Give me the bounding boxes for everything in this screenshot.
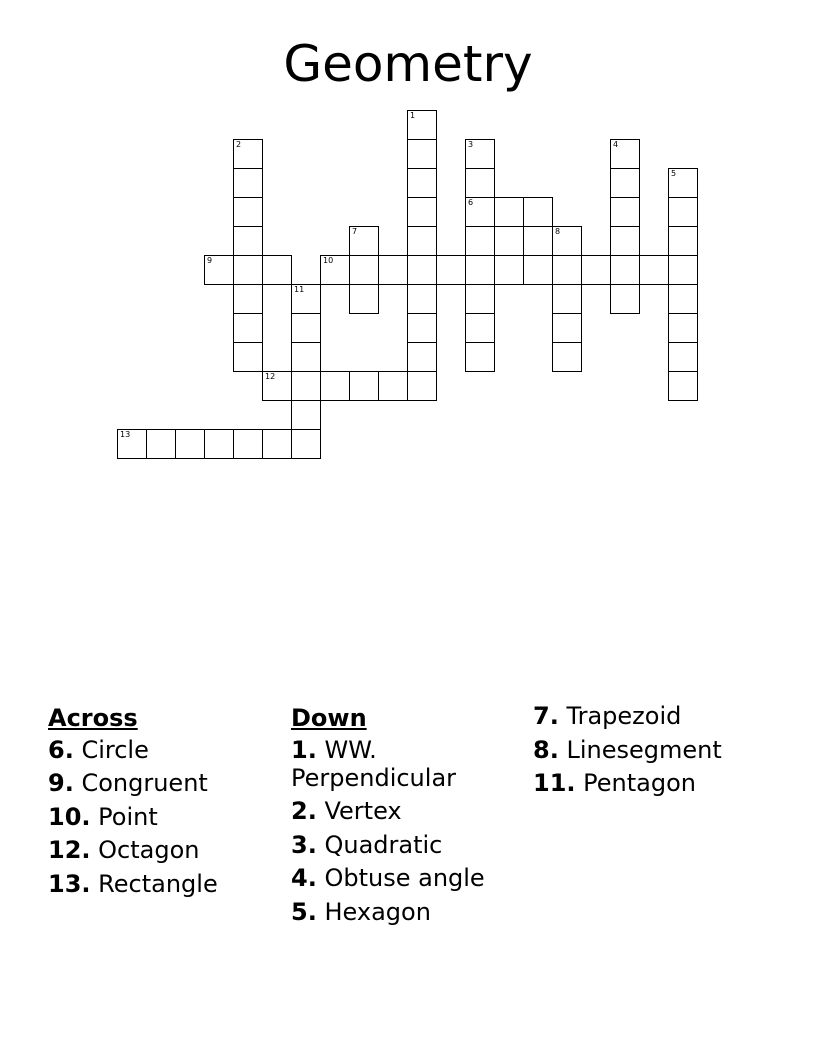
grid-cell[interactable] bbox=[407, 168, 437, 198]
clue-down-5: 5. Hexagon bbox=[291, 897, 431, 926]
grid-cell[interactable] bbox=[349, 371, 379, 401]
grid-cell[interactable] bbox=[610, 226, 640, 256]
clue-across-10: 10. Point bbox=[48, 802, 158, 831]
grid-cell[interactable] bbox=[552, 313, 582, 343]
grid-cell[interactable] bbox=[494, 197, 524, 227]
clue-down-11: 11. Pentagon bbox=[533, 769, 696, 797]
clue-down-1: 1. WW. Perpendicular bbox=[291, 735, 457, 792]
grid-cell[interactable] bbox=[494, 255, 524, 285]
cell-number: 10 bbox=[323, 256, 334, 265]
across-clues bbox=[48, 702, 288, 903]
grid-cell[interactable] bbox=[291, 371, 321, 401]
grid-cell[interactable] bbox=[581, 255, 611, 285]
clue-down-8: 8. Linesegment bbox=[533, 735, 722, 764]
cell-number: 8 bbox=[555, 227, 561, 236]
grid-cell[interactable] bbox=[494, 226, 524, 256]
cell-number: 9 bbox=[207, 256, 213, 265]
grid-cell[interactable] bbox=[349, 226, 379, 256]
grid-cell[interactable] bbox=[523, 226, 553, 256]
grid-cell[interactable] bbox=[668, 255, 698, 285]
grid-cell[interactable] bbox=[465, 197, 495, 227]
grid-cell[interactable] bbox=[291, 400, 321, 430]
grid-cell[interactable] bbox=[610, 284, 640, 314]
grid-cell[interactable] bbox=[552, 255, 582, 285]
clue-across-12: 12. Octagon bbox=[48, 836, 200, 864]
cell-number: 1 bbox=[410, 111, 416, 120]
grid-cell[interactable] bbox=[378, 255, 408, 285]
grid-cell[interactable] bbox=[233, 197, 263, 227]
grid-cell[interactable] bbox=[407, 110, 437, 140]
grid-cell[interactable] bbox=[523, 255, 553, 285]
cell-number: 13 bbox=[120, 430, 131, 439]
grid-cell[interactable] bbox=[320, 371, 350, 401]
cell-number: 6 bbox=[468, 198, 474, 207]
down-clues bbox=[291, 702, 521, 931]
cell-number: 4 bbox=[613, 140, 619, 149]
grid-cell[interactable] bbox=[204, 255, 234, 285]
grid-cell[interactable] bbox=[523, 197, 553, 227]
grid-cell[interactable] bbox=[233, 226, 263, 256]
down-heading: Down bbox=[291, 704, 367, 732]
grid-cell[interactable] bbox=[610, 255, 640, 285]
grid-cell[interactable] bbox=[349, 284, 379, 314]
grid-cell[interactable] bbox=[262, 371, 292, 401]
grid-cell[interactable] bbox=[407, 313, 437, 343]
grid-cell[interactable] bbox=[436, 255, 466, 285]
grid-cell[interactable] bbox=[146, 429, 176, 459]
down-clues-continued bbox=[533, 702, 773, 803]
grid-cell[interactable] bbox=[262, 429, 292, 459]
grid-cell[interactable] bbox=[552, 226, 582, 256]
grid-cell[interactable] bbox=[407, 342, 437, 372]
grid-cell[interactable] bbox=[204, 429, 234, 459]
clue-down-3: 3. Quadratic bbox=[291, 830, 443, 859]
grid-cell[interactable] bbox=[349, 255, 379, 285]
grid-cell[interactable] bbox=[465, 342, 495, 372]
grid-cell[interactable] bbox=[668, 168, 698, 198]
cell-number: 7 bbox=[352, 227, 358, 236]
cell-number: 5 bbox=[671, 169, 677, 178]
grid-cell[interactable] bbox=[233, 313, 263, 343]
puzzle-title: Geometry bbox=[283, 35, 533, 93]
grid-cell[interactable] bbox=[407, 371, 437, 401]
grid-cell[interactable] bbox=[668, 342, 698, 372]
clue-across-13: 13. Rectangle bbox=[48, 869, 218, 898]
grid-cell[interactable] bbox=[291, 342, 321, 372]
grid-cell[interactable] bbox=[465, 255, 495, 285]
cell-number: 3 bbox=[468, 140, 474, 149]
grid-cell[interactable] bbox=[291, 313, 321, 343]
cell-number: 12 bbox=[265, 372, 276, 381]
grid-cell[interactable] bbox=[668, 226, 698, 256]
grid-cell[interactable] bbox=[610, 197, 640, 227]
grid-cell[interactable] bbox=[552, 342, 582, 372]
grid-cell[interactable] bbox=[465, 226, 495, 256]
clue-across-9: 9. Congruent bbox=[48, 769, 208, 797]
grid-cell[interactable] bbox=[233, 342, 263, 372]
grid-cell[interactable] bbox=[465, 139, 495, 169]
cell-number: 2 bbox=[236, 140, 242, 149]
grid-cell[interactable] bbox=[407, 197, 437, 227]
grid-cell[interactable] bbox=[610, 168, 640, 198]
grid-cell[interactable] bbox=[291, 429, 321, 459]
grid-cell[interactable] bbox=[320, 255, 350, 285]
across-heading: Across bbox=[48, 704, 138, 732]
grid-cell[interactable] bbox=[552, 284, 582, 314]
clue-across-6: 6. Circle bbox=[48, 735, 149, 764]
grid-cell[interactable] bbox=[233, 255, 263, 285]
grid-cell[interactable] bbox=[465, 168, 495, 198]
grid-cell[interactable] bbox=[117, 429, 147, 459]
clue-down-2: 2. Vertex bbox=[291, 797, 402, 825]
clue-down-4: 4. Obtuse angle bbox=[291, 864, 485, 892]
crossword-grid bbox=[0, 0, 816, 470]
grid-cell[interactable] bbox=[668, 197, 698, 227]
grid-cell[interactable] bbox=[233, 429, 263, 459]
grid-cell[interactable] bbox=[407, 284, 437, 314]
grid-cell[interactable] bbox=[610, 139, 640, 169]
grid-cell[interactable] bbox=[175, 429, 205, 459]
grid-cell[interactable] bbox=[407, 255, 437, 285]
grid-cell[interactable] bbox=[378, 371, 408, 401]
grid-cell[interactable] bbox=[233, 284, 263, 314]
grid-cell[interactable] bbox=[233, 168, 263, 198]
grid-cell[interactable] bbox=[668, 313, 698, 343]
grid-cell[interactable] bbox=[291, 284, 321, 314]
grid-cell[interactable] bbox=[639, 255, 669, 285]
clue-down-7: 7. Trapezoid bbox=[533, 702, 682, 730]
grid-cell[interactable] bbox=[465, 313, 495, 343]
grid-cell[interactable] bbox=[668, 371, 698, 401]
grid-cell[interactable] bbox=[233, 139, 263, 169]
cell-number: 11 bbox=[294, 285, 305, 294]
grid-cell[interactable] bbox=[465, 284, 495, 314]
grid-cell[interactable] bbox=[262, 255, 292, 285]
grid-cell[interactable] bbox=[668, 284, 698, 314]
grid-cell[interactable] bbox=[407, 139, 437, 169]
grid-cell[interactable] bbox=[407, 226, 437, 256]
